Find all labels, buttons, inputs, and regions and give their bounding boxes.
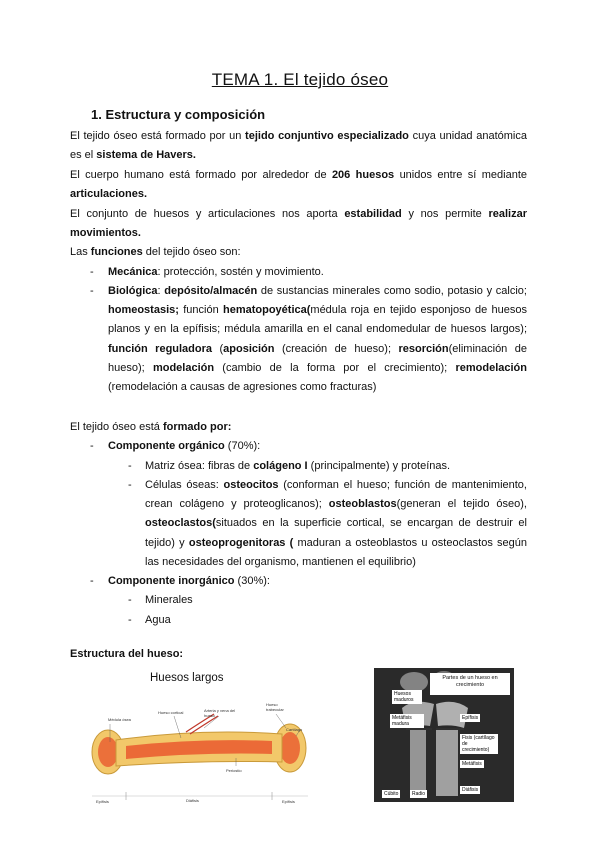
paragraph-line: movimientos. [70, 227, 141, 239]
paragraph-line: El tejido óseo está formado por un tejido conjuntivo especializado cuya unidad anatómica [70, 130, 527, 142]
long-bone-illustration [86, 668, 314, 808]
label-diafisis-xray: Diáfisis [462, 787, 479, 793]
sublist-item-line: tejido) y osteoprogenitoras ( maduran a osteoblastos u osteoclastos según [145, 537, 527, 549]
paragraph-line: Las funciones del tejido óseo son: [70, 246, 241, 258]
paragraph-line: articulaciones. [70, 188, 148, 200]
label-huesos-maduros: Huesos maduros [392, 690, 422, 704]
list-item: Mecánica: protección, sostén y movimiento. [108, 266, 324, 278]
label-epifisis-der: Epífisis [282, 799, 295, 804]
label-fisis: Fisis (cartílago de crecimiento) [460, 734, 498, 754]
sublist-bullet: - [128, 594, 132, 606]
label-hueso-trabecular: Hueso trabecular [266, 702, 284, 712]
label-epifisis-izq: Epífisis [96, 799, 109, 804]
paragraph-line: es el sistema de Havers. [70, 149, 196, 161]
figure-section-heading: Estructura del hueso: [70, 648, 184, 660]
sublist-item: Matriz ósea: fibras de colágeno I (principalmente) y proteínas. [145, 460, 451, 472]
xray-figure [374, 668, 514, 802]
list-item-line: hueso); modelación (cambio de la forma por el crecimiento); remodelación [108, 362, 527, 374]
label-metafisis: Metáfisis [462, 761, 482, 767]
figure-title: Huesos largos [150, 672, 224, 684]
list-item-line: planos y en la epífisis; médula amarilla en el canal endomedular de huesos largos); [108, 323, 527, 335]
paragraph-line: El conjunto de huesos y articulaciones nos aporta estabilidad y nos permite realizar [70, 208, 527, 220]
list-item: Componente orgánico (70%): [108, 440, 261, 452]
label-hueso-cortical: Hueso cortical [158, 710, 184, 715]
label-medula-osea: Médula ósea [108, 717, 131, 722]
sublist-bullet: - [128, 614, 132, 626]
sublist-bullet: - [128, 479, 132, 491]
list-bullet: - [90, 440, 94, 452]
label-cubito: Cúbito [384, 791, 399, 797]
xray-title: Partes de un hueso en crecimiento [430, 673, 510, 695]
page-title: TEMA 1. El tejido óseo [211, 70, 389, 89]
sublist-item: Células óseas: osteocitos (conforman el hueso; función de mantenimiento, [145, 479, 527, 491]
sublist-item: Minerales [145, 594, 193, 606]
label-periostio: Periostio [226, 768, 242, 773]
list-bullet: - [90, 266, 94, 278]
section-heading: 1. Estructura y composición [91, 107, 266, 122]
long-bone-figure [86, 668, 314, 808]
list-item-line: función reguladora (aposición (creación de hueso); resorción(eliminación de [108, 343, 527, 355]
label-arteria-vena: Arteria y vena del hueso [204, 708, 236, 718]
paragraph-line: El cuerpo humano está formado por alrededor de 206 huesos unidos entre sí mediante [70, 169, 527, 181]
sublist-bullet: - [128, 460, 132, 472]
paragraph-line: El tejido óseo está formado por: [70, 421, 232, 433]
list-bullet: - [90, 575, 94, 587]
label-metafisis-madura: Metáfisis madura [390, 714, 424, 728]
sublist-item-line: las necesidades del organismo, mantienen el equilibrio) [145, 556, 416, 568]
label-radio: Radio [412, 791, 426, 797]
label-diafisis: Diáfisis [186, 798, 199, 803]
list-item-line: homeostasis; función hematopoyética(médula roja en tejido esponjoso de huesos [108, 304, 527, 316]
label-epifisis: Epífisis [462, 715, 479, 721]
sublist-item-line: osteoclastos(situados en la superficie cortical, se encargan de destruir el [145, 517, 527, 529]
sublist-item: Agua [145, 614, 171, 626]
sublist-item-line: crean colágeno y proteoglicanos); osteoblastos(generan el tejido óseo), [145, 498, 527, 510]
list-item: Biológica: depósito/almacén de sustancias minerales como sodio, potasio y calcio; [108, 285, 527, 297]
list-item: Componente inorgánico (30%): [108, 575, 270, 587]
label-cartilago: Cartílago [286, 727, 303, 732]
list-bullet: - [90, 285, 94, 297]
list-item-line: (remodelación a causas de agresiones como fracturas) [108, 381, 377, 393]
